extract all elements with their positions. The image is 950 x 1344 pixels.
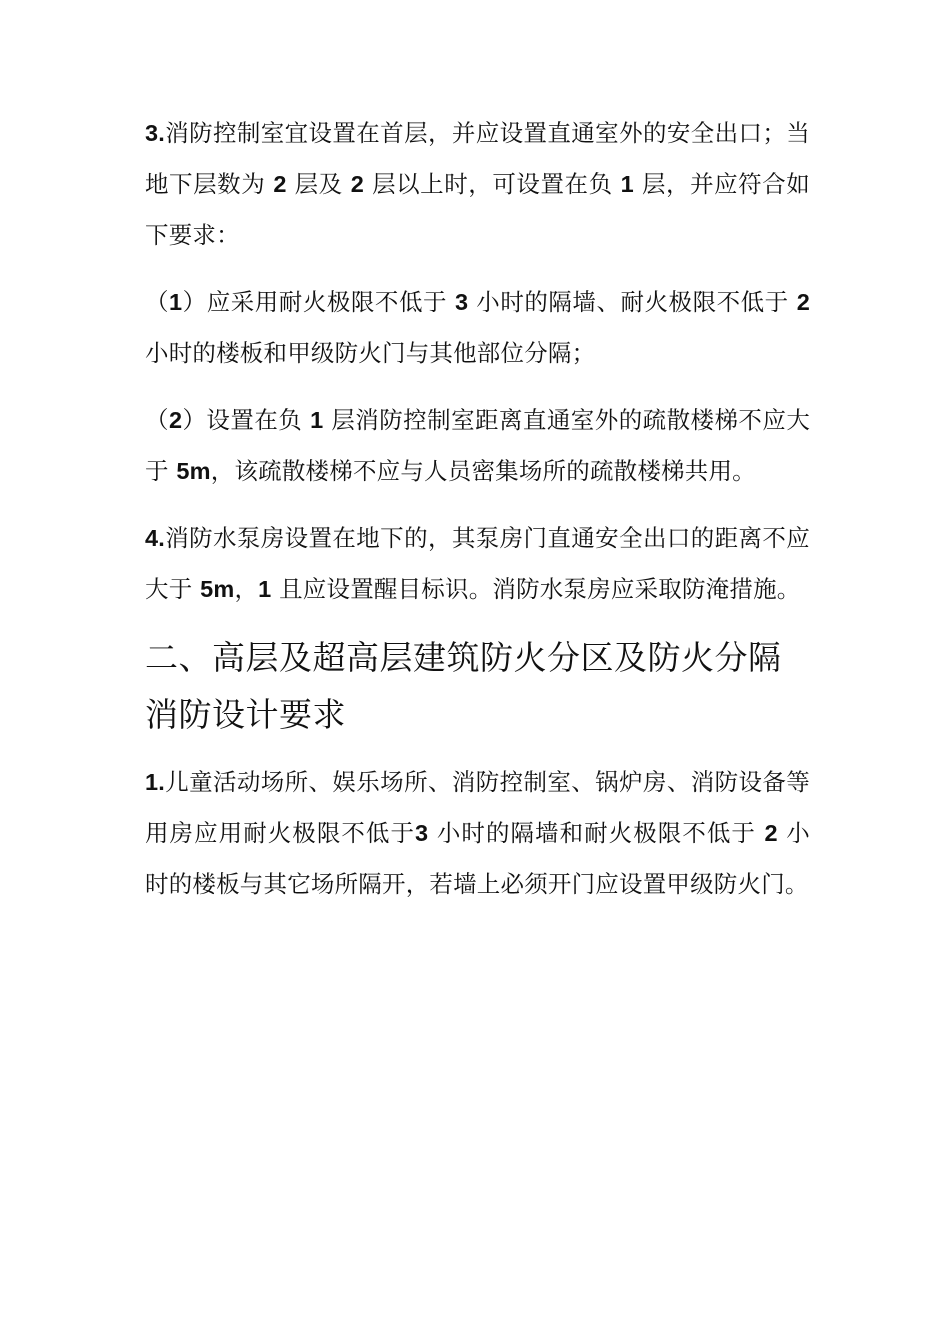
item-number: 1	[169, 289, 183, 315]
number: 3	[455, 289, 469, 315]
number: 1	[620, 171, 634, 197]
number: 2	[273, 171, 287, 197]
paragraph-text: ，该疏散楼梯不应与人员密集场所的疏散楼梯共用。	[210, 457, 756, 485]
number: 2	[350, 171, 365, 197]
paren: （	[145, 406, 169, 434]
number: 5m	[200, 576, 235, 602]
paragraph-text: ）设置在负	[182, 406, 311, 434]
number: 2	[764, 820, 778, 846]
item-number: 2	[168, 407, 183, 433]
section-heading: 二、高层及超高层建筑防火分区及防火分隔消防设计要求	[145, 638, 782, 734]
number: 1	[258, 576, 272, 602]
paragraph-text: 层以上时，可设置在负	[364, 170, 621, 198]
paragraph-text: 且应设置醒目标识。消防水泵房应采取防淹措施。	[271, 575, 801, 603]
paragraph-sub-1	[145, 277, 810, 379]
paragraph-text: 消防控制室宜设置在首层，并应设置直通室外的安全出口；当地下层数为	[145, 119, 810, 198]
paragraph-4	[145, 513, 810, 615]
paragraph-sub-2	[145, 395, 810, 497]
paragraph-3	[145, 108, 810, 261]
paragraph-text: 小时的楼板和甲级防火门与其他部位分隔；	[145, 339, 596, 367]
paragraph-text: 层及	[286, 170, 351, 198]
number: 2	[796, 289, 810, 315]
paragraph-text: 层消防控制室距离直通室外的疏散楼梯不应大于	[145, 406, 811, 485]
paragraph-text: 消防水泵房设置在地下的，其泵房门直通安全出口的距离不应大于	[145, 524, 810, 603]
number: 5m	[176, 458, 211, 484]
item-number: 4.	[145, 525, 165, 551]
paragraph-text: 儿童活动场所、娱乐场所、消防控制室、锅炉房、消防设备等用房应用耐火极限不低于	[145, 768, 810, 847]
document-page	[145, 108, 810, 910]
paragraph-1	[145, 757, 810, 910]
paragraph-text: 小时的隔墙、耐火极限不低于	[468, 288, 797, 316]
paragraph-text: ，	[234, 575, 259, 603]
paren: （	[145, 288, 170, 316]
number: 3	[415, 820, 429, 846]
paragraph-text: 小时的楼板与其它场所隔开，若墙上必须开门应设置甲级防火门。	[145, 819, 810, 898]
paragraph-text: 小时的隔墙和耐火极限不低于	[428, 819, 765, 847]
item-number: 3.	[145, 120, 165, 146]
paragraph-text: 层，并应符合如下要求：	[145, 170, 810, 249]
paragraph-text: ）应采用耐火极限不低于	[182, 288, 456, 316]
item-number: 1.	[145, 769, 165, 795]
number: 1	[310, 407, 324, 433]
